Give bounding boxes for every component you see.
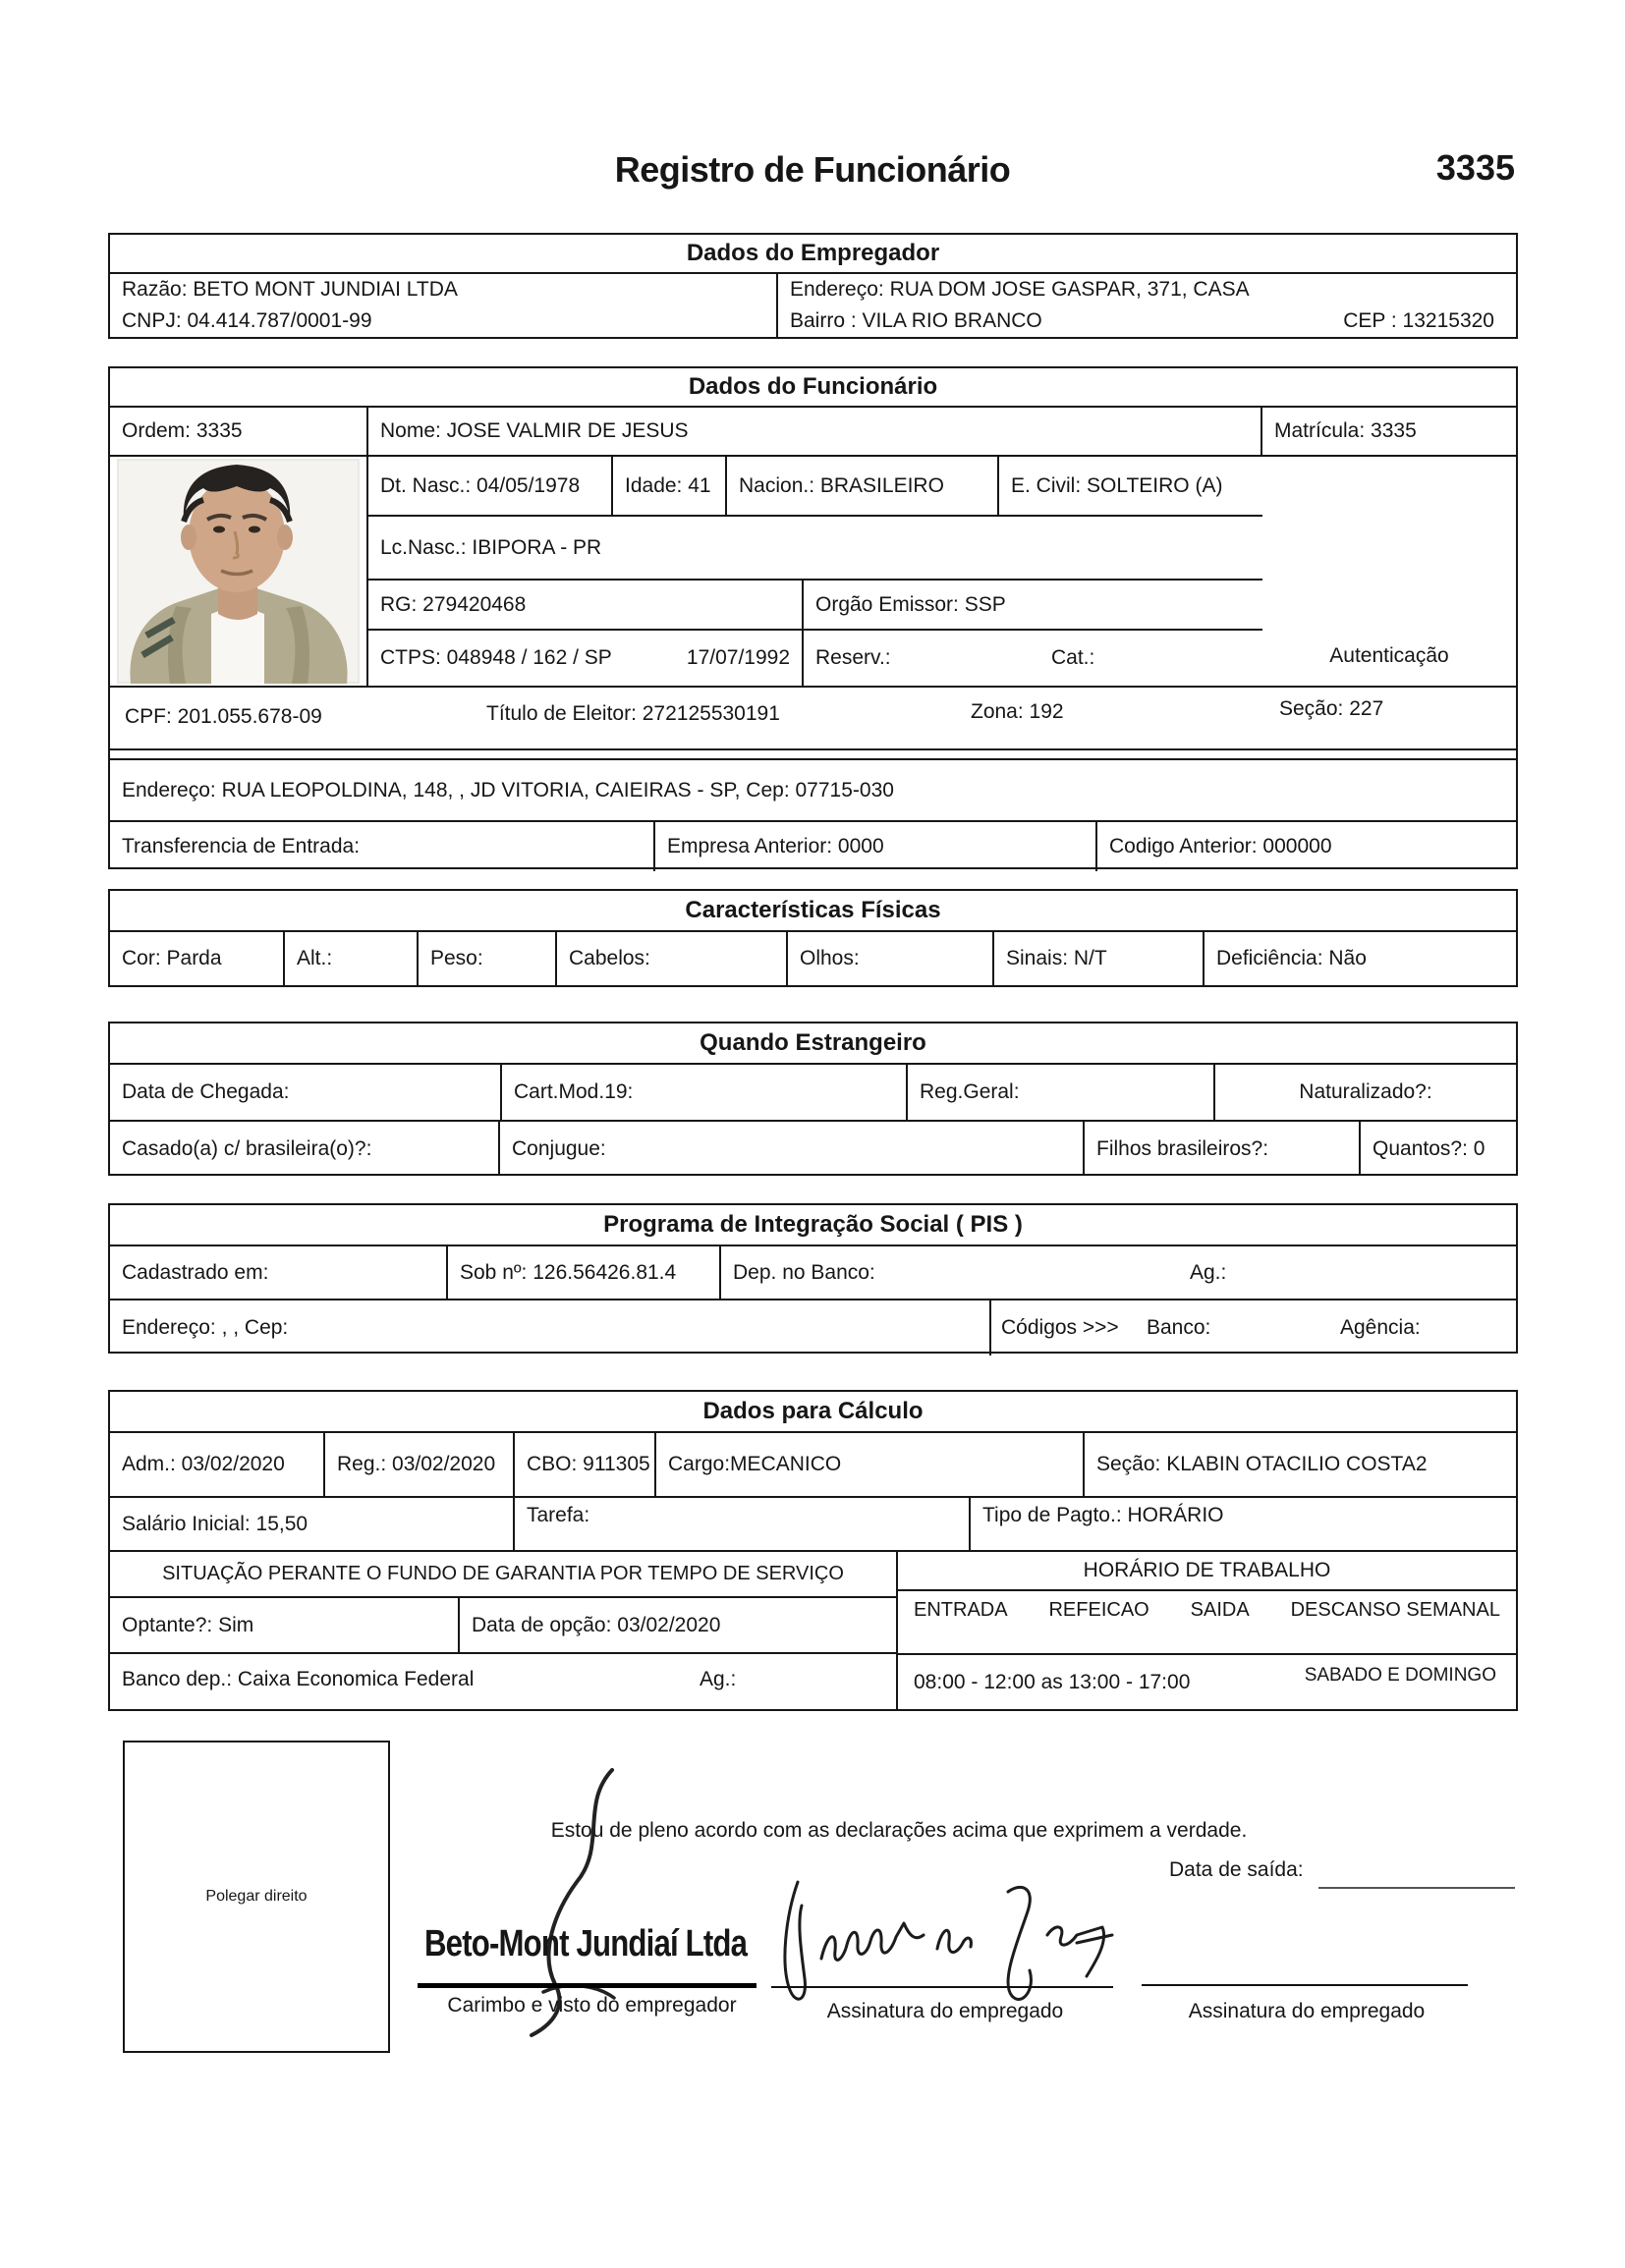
empregador-left-cell: [110, 274, 778, 337]
descanso-valor: SABADO E DOMINGO: [1304, 1665, 1496, 1686]
field-sob-no: Sob nº: 126.56426.81.4: [448, 1246, 721, 1299]
horario-header-row: [898, 1591, 1516, 1653]
field-dt-nasc: Dt. Nasc.: 04/05/1978: [368, 457, 613, 515]
field-cpf: CPF: 201.055.678-09: [125, 705, 322, 728]
assinatura-label-1: Assinatura do empregado: [826, 2000, 1064, 2022]
field-nome: Nome: JOSE VALMIR DE JESUS: [368, 408, 1262, 455]
caracteristicas-section: [108, 889, 1518, 987]
employee-signature-line-2: [1142, 1984, 1468, 1986]
codigos-label: Códigos >>>: [1001, 1316, 1119, 1339]
field-secao-trabalho: Seção: KLABIN OTACILIO COSTA2: [1096, 1453, 1428, 1475]
calculo-section-title: Dados para Cálculo: [110, 1392, 1516, 1433]
reserv-label: Reserv.:: [815, 646, 891, 670]
field-zona: Zona: 192: [971, 700, 1064, 723]
field-secao-eleitoral: Seção: 227: [1279, 697, 1384, 720]
horario-values-row: [898, 1655, 1516, 1709]
estrangeiro-section: [108, 1022, 1518, 1176]
pis-section-title: Programa de Integração Social ( PIS ): [110, 1205, 1516, 1246]
field-empresa-anterior: Empresa Anterior: 0000: [655, 822, 1097, 871]
dep-banco-label: Dep. no Banco:: [733, 1260, 875, 1284]
field-tarefa: Tarefa:: [515, 1498, 971, 1550]
field-sinais: Sinais: N/T: [994, 932, 1205, 985]
employee-photo: [110, 457, 368, 686]
assinatura-label-2: Assinatura do empregado: [1188, 2000, 1426, 2022]
field-ordem: Ordem: 3335: [110, 408, 368, 455]
field-quantos: Quantos?: 0: [1373, 1136, 1485, 1160]
banco-dep-label: Banco dep.: Caixa Economica Federal: [122, 1668, 475, 1690]
field-adm: Adm.: 03/02/2020: [110, 1433, 325, 1496]
field-tipo-pagto: Tipo de Pagto.: HORÁRIO: [982, 1504, 1224, 1526]
caracteristicas-section-title: Características Físicas: [110, 891, 1516, 932]
funcionario-section: [108, 366, 1518, 869]
field-cart-mod: Cart.Mod.19:: [502, 1065, 908, 1120]
field-estado-civil: E. Civil: SOLTEIRO (A): [1011, 473, 1223, 497]
field-cep: CEP : 13215320: [1343, 309, 1494, 332]
calculo-ag-label: Ag.:: [700, 1668, 737, 1690]
empregador-right-cell: [778, 274, 1516, 337]
fingerprint-label: Polegar direito: [205, 1888, 308, 1905]
calculo-section: [108, 1390, 1518, 1711]
field-cadastrado-em: Cadastrado em:: [110, 1246, 448, 1299]
estrangeiro-section-title: Quando Estrangeiro: [110, 1023, 1516, 1065]
fingerprint-box: [123, 1741, 390, 2053]
field-conjugue: Conjugue:: [500, 1122, 1085, 1176]
employee-signature-line-1: [771, 1986, 1113, 1988]
field-data-chegada: Data de Chegada:: [110, 1065, 502, 1120]
carimbo-label: Carimbo e visto do empregador: [447, 1994, 737, 2017]
field-cbo: CBO: 911305: [515, 1433, 656, 1496]
field-reg-geral: Reg.Geral:: [908, 1065, 1215, 1120]
field-pis-endereco: Endereço: , , Cep:: [110, 1300, 991, 1355]
field-filhos: Filhos brasileiros?:: [1085, 1122, 1361, 1176]
field-cnpj: CNPJ: 04.414.787/0001-99: [122, 309, 372, 332]
horario-title: HORÁRIO DE TRABALHO: [1083, 1559, 1331, 1581]
data-saida-line: [1318, 1887, 1515, 1889]
field-cor: Cor: Parda: [110, 932, 285, 985]
field-endereco-funcionario: Endereço: RUA LEOPOLDINA, 148, , JD VITORIA, CAIEIRAS - SP, Cep: 07715-030: [122, 778, 894, 802]
field-orgao-emissor: Orgão Emissor: SSP: [815, 592, 1006, 616]
ctps-number: CTPS: 048948 / 162 / SP: [380, 646, 612, 670]
empregador-section-title: Dados do Empregador: [110, 235, 1516, 274]
field-naturalizado: Naturalizado?:: [1299, 1080, 1432, 1103]
field-idade: Idade: 41: [613, 457, 727, 515]
col-descanso: DESCANSO SEMANAL: [1290, 1599, 1500, 1621]
field-titulo-eleitor: Título de Eleitor: 272125530191: [486, 702, 780, 725]
field-deficiencia: Deficiência: Não: [1216, 947, 1367, 969]
form-number: 3335: [1435, 147, 1515, 188]
employer-stamp: Beto-Mont Jundiaí Ltda: [424, 1923, 748, 1964]
col-entrada: ENTRADA: [914, 1599, 1008, 1621]
field-nacionalidade: Nacion.: BRASILEIRO: [727, 457, 999, 515]
horario-valor: 08:00 - 12:00 as 13:00 - 17:00: [914, 1670, 1191, 1693]
field-rg: RG: 279420468: [368, 581, 804, 630]
cat-label: Cat.:: [1051, 646, 1095, 670]
employee-photo-image: [117, 459, 360, 684]
fgts-title: SITUAÇÃO PERANTE O FUNDO DE GARANTIA POR TEMPO DE SERVIÇO: [162, 1563, 844, 1584]
field-data-opcao: Data de opção: 03/02/2020: [472, 1613, 721, 1636]
field-ctps: [368, 631, 804, 686]
field-dep-banco: [721, 1246, 1516, 1299]
ctps-date: 17/07/1992: [686, 646, 790, 670]
field-autenticacao: Autenticação: [1329, 644, 1449, 667]
divider-gap: [110, 750, 1516, 760]
field-banco-dep: [110, 1654, 896, 1705]
agencia-label: Agência:: [1340, 1316, 1421, 1339]
pis-ag-label: Ag.:: [1190, 1260, 1227, 1284]
field-endereco-empregador: Endereço: RUA DOM JOSE GASPAR, 371, CASA: [790, 278, 1250, 301]
field-reserv-cat: [804, 631, 1262, 686]
data-saida-label: Data de saída:: [1169, 1858, 1304, 1881]
field-cabelos: Cabelos:: [557, 932, 788, 985]
col-refeicao: REFEICAO: [1048, 1599, 1149, 1621]
employer-stamp-line: [418, 1983, 756, 1988]
field-bairro: Bairro : VILA RIO BRANCO: [790, 309, 1042, 332]
empregador-section: [108, 233, 1518, 339]
field-olhos: Olhos:: [788, 932, 994, 985]
employee-signature: [764, 1864, 1130, 2014]
field-lc-nasc: Lc.Nasc.: IBIPORA - PR: [380, 535, 602, 559]
field-transferencia: Transferencia de Entrada:: [110, 822, 655, 871]
pis-section: [108, 1203, 1518, 1354]
field-optante: Optante?: Sim: [110, 1598, 460, 1652]
declaration-text: Estou de pleno acordo com as declarações acima que exprimem a verdade.: [550, 1819, 1248, 1842]
field-codigo-anterior: Codigo Anterior: 000000: [1109, 835, 1332, 857]
field-salario: Salário Inicial: 15,50: [110, 1498, 515, 1550]
field-cargo: Cargo:MECANICO: [656, 1433, 1085, 1496]
field-matricula: Matrícula: 3335: [1274, 419, 1417, 442]
field-altura: Alt.:: [285, 932, 419, 985]
field-razao: Razão: BETO MONT JUNDIAI LTDA: [122, 278, 458, 301]
field-codigos-banco: [991, 1300, 1516, 1355]
banco-label: Banco:: [1147, 1316, 1211, 1339]
funcionario-section-title: Dados do Funcionário: [110, 368, 1516, 408]
field-casado: Casado(a) c/ brasileira(o)?:: [110, 1122, 500, 1176]
col-saida: SAIDA: [1190, 1599, 1250, 1621]
field-reg: Reg.: 03/02/2020: [325, 1433, 515, 1496]
field-peso: Peso:: [419, 932, 557, 985]
page-title: Registro de Funcionário: [614, 149, 1011, 190]
